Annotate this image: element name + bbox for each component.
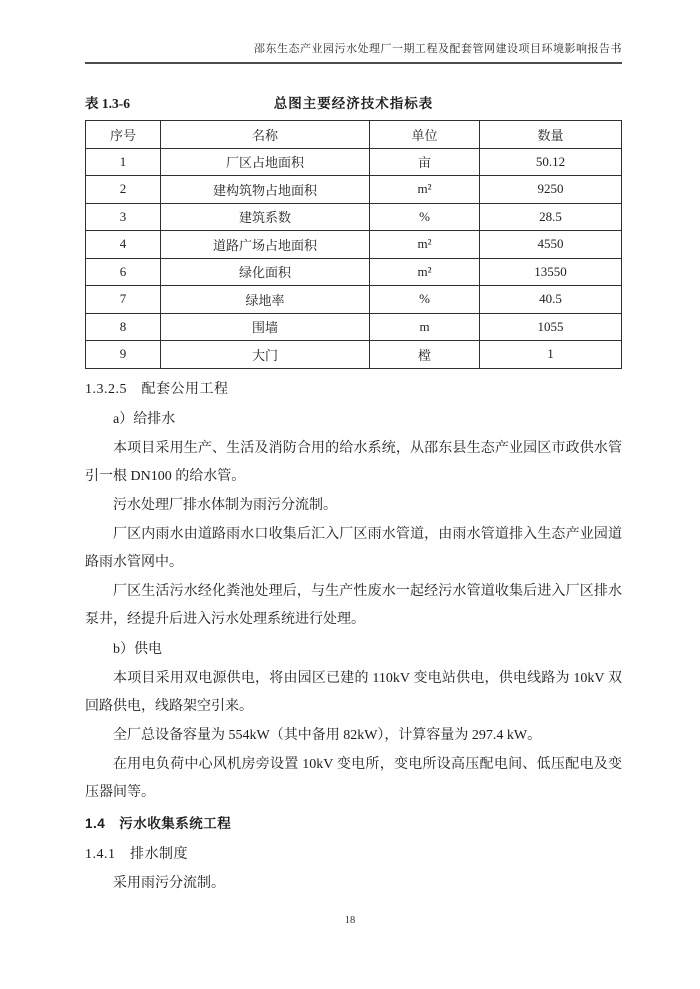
table-cell: 13550 [479, 258, 621, 286]
table-cell: 4550 [479, 231, 621, 259]
table-cell: 1 [479, 341, 621, 369]
table-row [86, 176, 622, 204]
section-heading: 1.3.2.5 配套公用工程 [85, 381, 229, 397]
table-header-row [86, 121, 622, 149]
table-cell: 大门 [161, 341, 370, 369]
table-caption [85, 92, 622, 112]
running-header: 邵东生态产业园污水处理厂一期工程及配套管网建设项目环境影响报告书 [85, 42, 622, 64]
table-cell: 建构筑物占地面积 [161, 176, 370, 204]
table-body [86, 148, 622, 368]
table-cell: m² [370, 176, 480, 204]
table-cell: 1 [86, 148, 161, 176]
table-row [86, 286, 622, 314]
page-number: 18 [344, 915, 356, 926]
table-row [86, 341, 622, 369]
indicator-table [85, 120, 622, 369]
paragraph: 厂区内雨水由道路雨水口收集后汇入厂区雨水管道，由雨水管道排入生态产业园道路雨水管网中。 [85, 526, 622, 570]
table-cell: 8 [86, 313, 161, 341]
table-cell: 道路广场占地面积 [161, 231, 370, 259]
table-row [86, 258, 622, 286]
list-item-heading: b）供电 [113, 641, 162, 657]
table-caption-title: 总图主要经济技术指标表 [273, 96, 434, 111]
table-cell: 建筑系数 [161, 203, 370, 231]
table-cell: % [370, 203, 480, 231]
table-cell: 4 [86, 231, 161, 259]
table-cell: 樘 [370, 341, 480, 369]
table-cell: 50.12 [479, 148, 621, 176]
table-cell: 7 [86, 286, 161, 314]
table-row [86, 313, 622, 341]
column-header: 数量 [479, 121, 621, 149]
table-cell: 绿化面积 [161, 258, 370, 286]
table-row [86, 148, 622, 176]
paragraph: 本项目采用生产、生活及消防合用的给水系统，从邵东县生态产业园区市政供水管引一根 DN100 的给水管。 [85, 440, 622, 484]
section-heading: 1.4 污水收集系统工程 [85, 815, 232, 831]
paragraph: 全厂总设备容量为 554kW（其中备用 82kW），计算容量为 297.4 kW。 [113, 727, 542, 743]
column-header: 单位 [370, 121, 480, 149]
table-row [86, 231, 622, 259]
table-cell: 6 [86, 258, 161, 286]
table-cell: 1055 [479, 313, 621, 341]
table-cell: 9250 [479, 176, 621, 204]
paragraph: 采用雨污分流制。 [113, 875, 225, 891]
document-body [85, 376, 622, 898]
paragraph: 厂区生活污水经化粪池处理后，与生产性废水一起经污水管道收集后进入厂区排水泵井，经提升后进入污水处理系统进行处理。 [85, 583, 622, 627]
table-cell: 绿地率 [161, 286, 370, 314]
page-content [85, 42, 622, 898]
list-item-heading: a）给排水 [113, 411, 176, 427]
table-cell: 亩 [370, 148, 480, 176]
table-row [86, 203, 622, 231]
table-cell: % [370, 286, 480, 314]
table-cell: m² [370, 258, 480, 286]
section-heading: 1.4.1 排水制度 [85, 846, 188, 862]
table-cell: 2 [86, 176, 161, 204]
column-header: 名称 [161, 121, 370, 149]
table-cell: m [370, 313, 480, 341]
table-cell: 40.5 [479, 286, 621, 314]
column-header: 序号 [86, 121, 161, 149]
table-cell: 28.5 [479, 203, 621, 231]
paragraph: 在用电负荷中心风机房旁设置 10kV 变电所，变电所设高压配电间、低压配电及变压器间等。 [85, 756, 622, 800]
paragraph: 污水处理厂排水体制为雨污分流制。 [113, 497, 337, 513]
table-cell: 3 [86, 203, 161, 231]
table-cell: 厂区占地面积 [161, 148, 370, 176]
table-cell: 围墙 [161, 313, 370, 341]
table-caption-label: 表 1.3-6 [85, 96, 130, 111]
table-cell: m² [370, 231, 480, 259]
table-cell: 9 [86, 341, 161, 369]
paragraph: 本项目采用双电源供电，将由园区已建的 110kV 变电站供电，供电线路为 10kV 双回路供电，线路架空引来。 [85, 670, 622, 714]
